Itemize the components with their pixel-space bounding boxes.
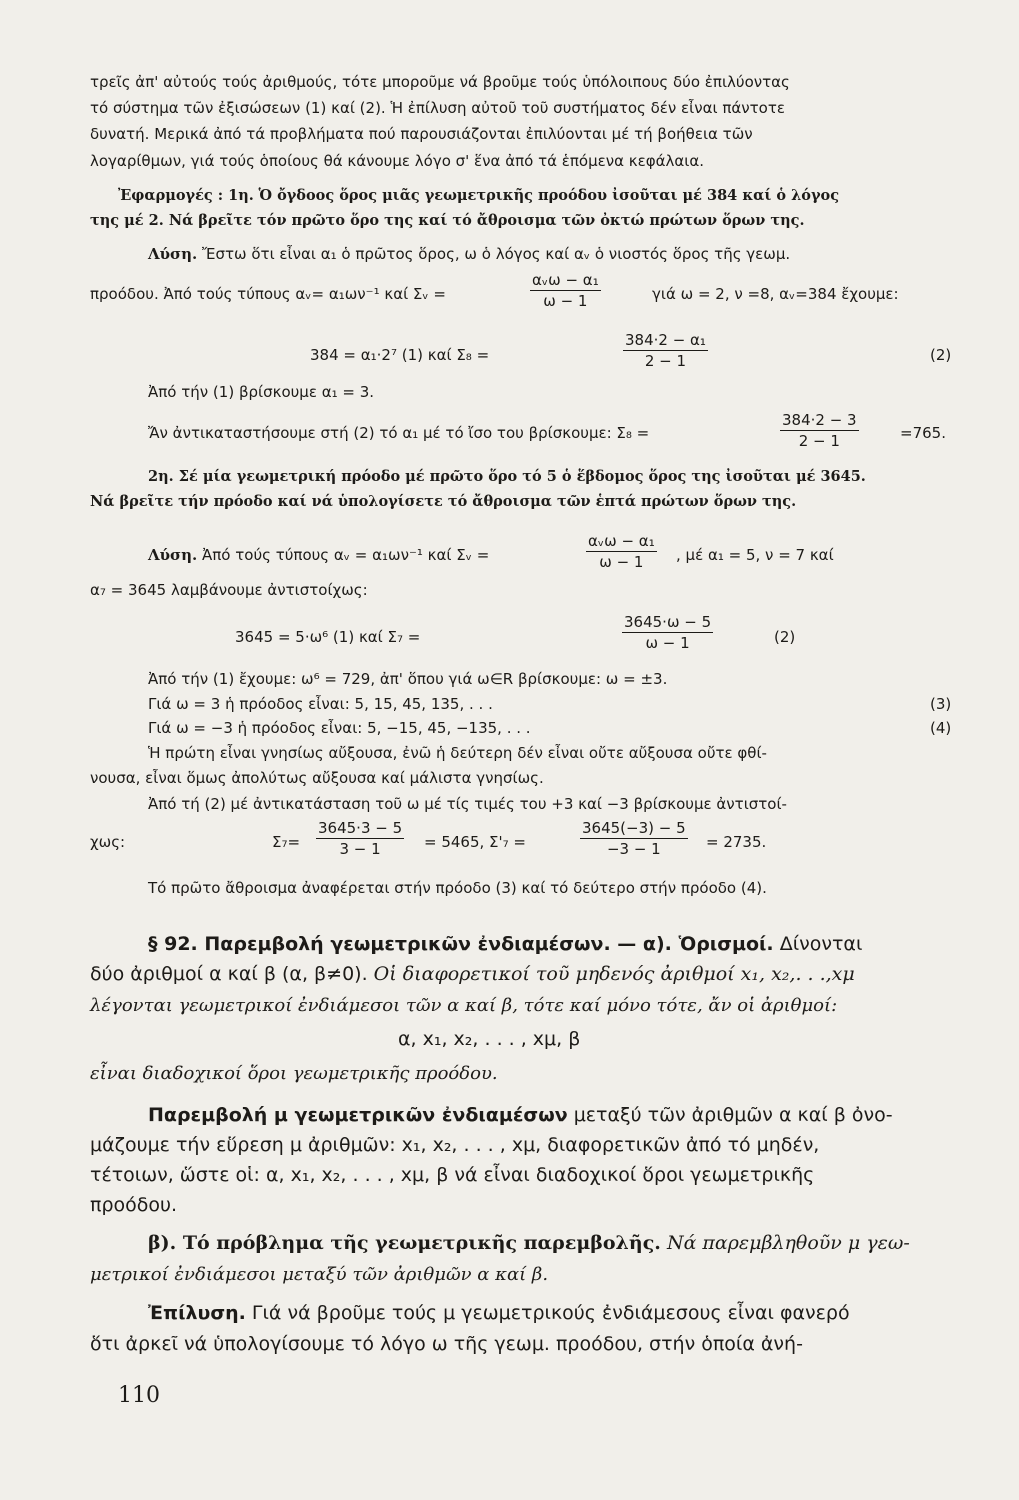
- fraction-denominator: ω − 1: [599, 553, 644, 571]
- definition-text: δύο ἀριθμοί α καί β (α, β≠0).: [90, 963, 368, 985]
- sequence-formula: α, x₁, x₂, . . . , xμ, β: [398, 1028, 581, 1050]
- text-line: Γιά ω = −3 ἡ πρόοδος εἶναι: 5, −15, 45, −135, . . .: [148, 719, 531, 737]
- formula-line: γιά ω = 2, ν =8, αᵥ=384 ἔχουμε:: [652, 285, 899, 303]
- sum-formula-fraction: [530, 270, 601, 311]
- formula-line: προόδου. Ἀπό τούς τύπους αᵥ= α₁ων⁻¹ καί Σᵥ =: [90, 285, 447, 303]
- fraction-denominator: 2 − 1: [798, 432, 840, 450]
- definition-line: εἶναι διαδοχικοί ὅροι γεωμετρικῆς προόδου.: [90, 1063, 498, 1084]
- text-line: Ἀπό τήν (1) βρίσκουμε α₁ = 3.: [148, 383, 375, 401]
- fraction-numerator: 384·2 − 3: [782, 411, 857, 429]
- equation: 384 = α₁·2⁷ (1) καί Σ₈ =: [310, 346, 490, 364]
- definition-text: Οἱ διαφορετικοί τοῦ μηδενός ἀριθμοί x₁, x₂,. . .,xμ: [373, 963, 855, 985]
- fraction-denominator: 3 − 1: [339, 840, 381, 858]
- paragraph-line: [148, 1101, 893, 1129]
- text-line: Ἀπό τή (2) μέ ἀντικατάσταση τοῦ ω μέ τίς τιμές του +3 καί −3 βρίσκουμε ἀντιστοί-: [148, 795, 787, 813]
- sum-fraction: [580, 818, 688, 859]
- application-text: Ὁ ὄγδοος ὅρος μιᾶς γεωμετρικῆς προόδου ἰσοῦται μέ 384 καί ὁ λόγος: [258, 187, 840, 204]
- application-text: της μέ 2. Νά βρεῖτε τόν πρῶτο ὅρο της καί τό ἄθροισμα τῶν ὀκτώ πρώτων ὅρων της.: [90, 212, 805, 229]
- solution-text: Ἔστω ὅτι εἶναι α₁ ὁ πρῶτος ὅρος, ω ὁ λόγος καί αᵥ ὁ νιοστός ὅρος τῆς γεωμ.: [202, 245, 791, 263]
- definition-line: λέγονται γεωμετρικοί ἐνδιάμεσοι τῶν α καί β, τότε καί μόνο τότε, ἄν οἱ ἀριθμοί:: [90, 995, 838, 1016]
- equation-tag: (2): [930, 346, 952, 364]
- fraction-numerator: αᵥω − α₁: [532, 271, 599, 289]
- text-line: Ἡ πρώτη εἶναι γνησίως αὔξουσα, ἐνῶ ἡ δεύτερη δέν εἶναι οὔτε αὔξουσα οὔτε φθί-: [148, 744, 767, 762]
- paragraph-line: τέτοιων, ὥστε οἱ: α, x₁, x₂, . . . , xμ, β νά εἶναι διαδοχικοί ὅροι γεωμετρικῆς: [90, 1164, 815, 1186]
- fraction-numerator: 3645·3 − 5: [318, 819, 403, 837]
- sum-formula-fraction: [586, 531, 657, 572]
- fraction-numerator: 384·2 − α₁: [625, 331, 706, 349]
- paragraph-term: Παρεμβολή μ γεωμετρικῶν ἐνδιαμέσων: [148, 1104, 568, 1126]
- text-line: Γιά ω = 3 ἡ πρόοδος εἶναι: 5, 15, 45, 135, . . .: [148, 695, 493, 713]
- formula-line: Σ₇=: [272, 833, 301, 851]
- solution-text: Γιά νά βροῦμε τούς μ γεωμετρικούς ἐνδιάμεσους εἶναι φανερό: [251, 1302, 850, 1324]
- paragraph-line: προόδου.: [90, 1194, 178, 1216]
- fraction-numerator: αᵥω − α₁: [588, 532, 655, 550]
- text-line: λογαρίθμων, γιά τούς ὁποίους θά κάνουμε λόγο σ' ἕνα ἀπό τά ἑπόμενα κεφάλαια.: [90, 152, 704, 170]
- text-line: α₇ = 3645 λαμβάνουμε ἀντιστοίχως:: [90, 581, 368, 599]
- application-2: [148, 467, 866, 487]
- formula-line: = 5465, Σ'₇ =: [424, 833, 526, 851]
- paragraph-line: μάζουμε τήν εὕρεση μ ἀριθμῶν: x₁, x₂, . . . , xμ, διαφορετικῶν ἀπό τό μηδέν,: [90, 1134, 820, 1156]
- section-title: § 92. Παρεμβολή γεωμετρικῶν ἐνδιαμέσων. — α). Ὁρισμοί.: [148, 933, 774, 955]
- solution-label: Ἐπίλυση.: [148, 1302, 246, 1324]
- solution-text: , μέ α₁ = 5, ν = 7 καί: [676, 546, 834, 564]
- equation: 3645 = 5·ω⁶ (1) καί Σ₇ =: [235, 628, 421, 646]
- text-line: τό σύστημα τῶν ἐξισώσεων (1) καί (2). Ἡ ἐπίλυση αὐτοῦ τοῦ συστήματος δέν εἶναι πάντοτε: [90, 99, 785, 117]
- text-line: νουσα, εἶναι ὅμως ἀπολύτως αὔξουσα καί μάλιστα γνησίως.: [90, 769, 544, 787]
- definition-line: [90, 960, 855, 988]
- sum-fraction: [780, 410, 859, 451]
- result-value: =765.: [900, 424, 946, 442]
- application-1: [118, 186, 839, 206]
- problem-line: [148, 1229, 910, 1257]
- section-text: Δίνονται: [779, 933, 863, 955]
- fraction-denominator: −3 − 1: [606, 840, 661, 858]
- equation-tag: (2): [774, 628, 796, 646]
- text-line: Ἄν ἀντικαταστήσουμε στή (2) τό α₁ μέ τό ἴσο του βρίσκουμε: Σ₈ =: [148, 424, 650, 442]
- equation-fraction: [622, 612, 713, 653]
- application-label: 2η.: [148, 468, 174, 485]
- fraction-denominator: 2 − 1: [644, 352, 687, 370]
- text-line: τρεῖς ἀπ' αὐτούς τούς ἀριθμούς, τότε μποροῦμε νά βροῦμε τούς ὑπόλοιπους δύο ἐπιλύοντας: [90, 73, 790, 91]
- solution-line: [148, 244, 790, 264]
- solution-text: ὅτι ἀρκεῖ νά ὑπολογίσουμε τό λόγο ω τῆς γεωμ. προόδου, στήν ὁποία ἀνή-: [90, 1333, 803, 1355]
- sum-fraction: [316, 818, 404, 859]
- equation-tag: (3): [930, 695, 952, 713]
- text-line: Τό πρῶτο ἄθροισμα ἀναφέρεται στήν πρόοδο (3) καί τό δεύτερο στήν πρόοδο (4).: [148, 879, 767, 897]
- application-text: Σέ μία γεωμετρική πρόοδο μέ πρῶτο ὅρο τό 5 ὁ ἕβδομος ὅρος της ἰσοῦται μέ 3645.: [178, 468, 866, 485]
- application-text: Νά βρεῖτε τήν πρόοδο καί νά ὑπολογίσετε τό ἄθροισμα τῶν ἑπτά πρώτων ὅρων της.: [90, 493, 797, 510]
- fraction-denominator: ω − 1: [543, 292, 588, 310]
- problem-text: Νά παρεμβληθοῦν μ γεω-: [666, 1232, 910, 1254]
- result-value: = 2735.: [706, 833, 767, 851]
- problem-text: μετρικοί ἐνδιάμεσοι μεταξύ τῶν ἀριθμῶν α καί β.: [90, 1264, 549, 1285]
- paragraph-text: μεταξύ τῶν ἀριθμῶν α καί β ὀνο-: [573, 1104, 893, 1126]
- text-line: Ἀπό τήν (1) ἔχουμε: ω⁶ = 729, ἀπ' ὅπου γιά ω∈R βρίσκουμε: ω = ±3.: [148, 670, 668, 688]
- fraction-numerator: 3645·ω − 5: [624, 613, 712, 631]
- equation-fraction: [623, 330, 708, 371]
- solution-text: Ἀπό τούς τύπους αᵥ = α₁ων⁻¹ καί Σᵥ =: [202, 546, 490, 564]
- problem-title: β). Τό πρόβλημα τῆς γεωμετρικῆς παρεμβολῆς.: [148, 1232, 661, 1254]
- section-heading: [148, 930, 862, 958]
- text-line: χως:: [90, 833, 126, 851]
- fraction-denominator: ω − 1: [645, 634, 690, 652]
- fraction-numerator: 3645(−3) − 5: [582, 819, 686, 837]
- application-label: Ἐφαρμογές : 1η.: [118, 187, 254, 204]
- page-number: 110: [118, 1383, 160, 1408]
- solution-label: Λύση.: [148, 546, 198, 564]
- solution-label: Λύση.: [148, 245, 198, 263]
- solution-line: [148, 545, 489, 565]
- solution-line: [148, 1299, 850, 1327]
- text-line: δυνατή. Μερικά ἀπό τά προβλήματα πού παρουσιάζονται ἐπιλύονται μέ τή βοήθεια τῶν: [90, 125, 753, 143]
- equation-tag: (4): [930, 719, 952, 737]
